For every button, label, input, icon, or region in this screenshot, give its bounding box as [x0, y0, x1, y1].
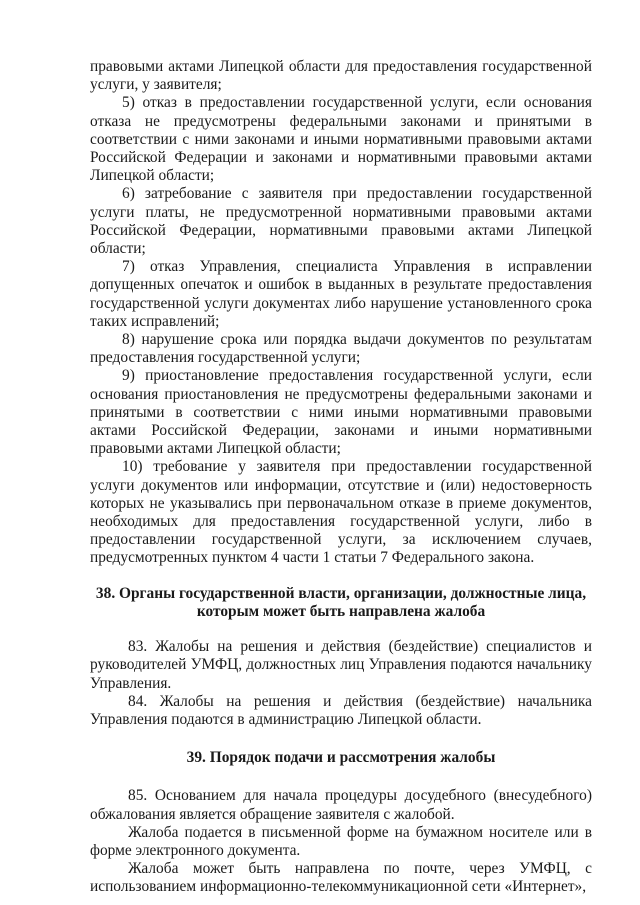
paragraph-complaint-form: Жалоба подается в письменной форме на бумажном носителе или в форме электронного документа.	[90, 823, 592, 859]
paragraph-continuation: правовыми актами Липецкой области для предоставления государственной услуги, у заявителя;	[90, 58, 592, 94]
list-item-6: 6) затребование с заявителя при предоставлении государственной услуги платы, не предусмотренной нормативными правовыми актами Российской Федерации, нормативными правовыми актами Липецкой области;	[90, 185, 592, 258]
list-item-10: 10) требование у заявителя при предоставлении государственной услуги документов или информации, отсутствие и (или) недостоверность которых не указывались при первоначальном отказе в приеме документов, необходимых для предоставления государственной услуги, либо в предоставлении государственной услуги, за исключением случаев, предусмотренных пунктом 4 части 1 статьи 7 Федерального закона.	[90, 458, 592, 567]
list-item-7: 7) отказ Управления, специалиста Управления в исправлении допущенных опечаток и ошибок в выданных в результате предоставления государственной услуги документах либо нарушение установленного срока таких исправлений;	[90, 258, 592, 330]
list-item-8: 8) нарушение срока или порядка выдачи документов по результатам предоставления государственной услуги;	[90, 331, 592, 367]
paragraph-complaint-channels: Жалоба может быть направлена по почте, через УМФЦ, с использованием информационно-телекоммуникационной сети «Интернет»,	[90, 860, 592, 896]
list-item-9: 9) приостановление предоставления государственной услуги, если основания приостановления не предусмотрены федеральными законами и принятыми в соответствии с ними иными нормативными правовыми актами Российской Федерации, законами и иными нормативными правовыми актами Липецкой области;	[90, 367, 592, 458]
section-heading-38: 38. Органы государственной власти, организации, должностные лица, которым может быть направлена жалоба	[95, 584, 587, 620]
clause-84: 84. Жалобы на решения и действия (бездействие) начальника Управления подаются в администрацию Липецкой области.	[90, 692, 592, 728]
clause-85: 85. Основанием для начала процедуры досудебного (внесудебного) обжалования является обращение заявителя с жалобой.	[90, 787, 592, 823]
clause-83: 83. Жалобы на решения и действия (бездействие) специалистов и руководителей УМФЦ, должностных лиц Управления подаются начальнику Управления.	[90, 638, 592, 692]
section-heading-39: 39. Порядок подачи и рассмотрения жалобы	[186, 749, 496, 767]
list-item-5: 5) отказ в предоставлении государственной услуги, если основания отказа не предусмотрены федеральными законами и принятыми в соответствии с ними законами и иными нормативными правовыми актами Российской Федерации и законами и нормативными правовыми актами Липецкой области;	[90, 94, 592, 185]
